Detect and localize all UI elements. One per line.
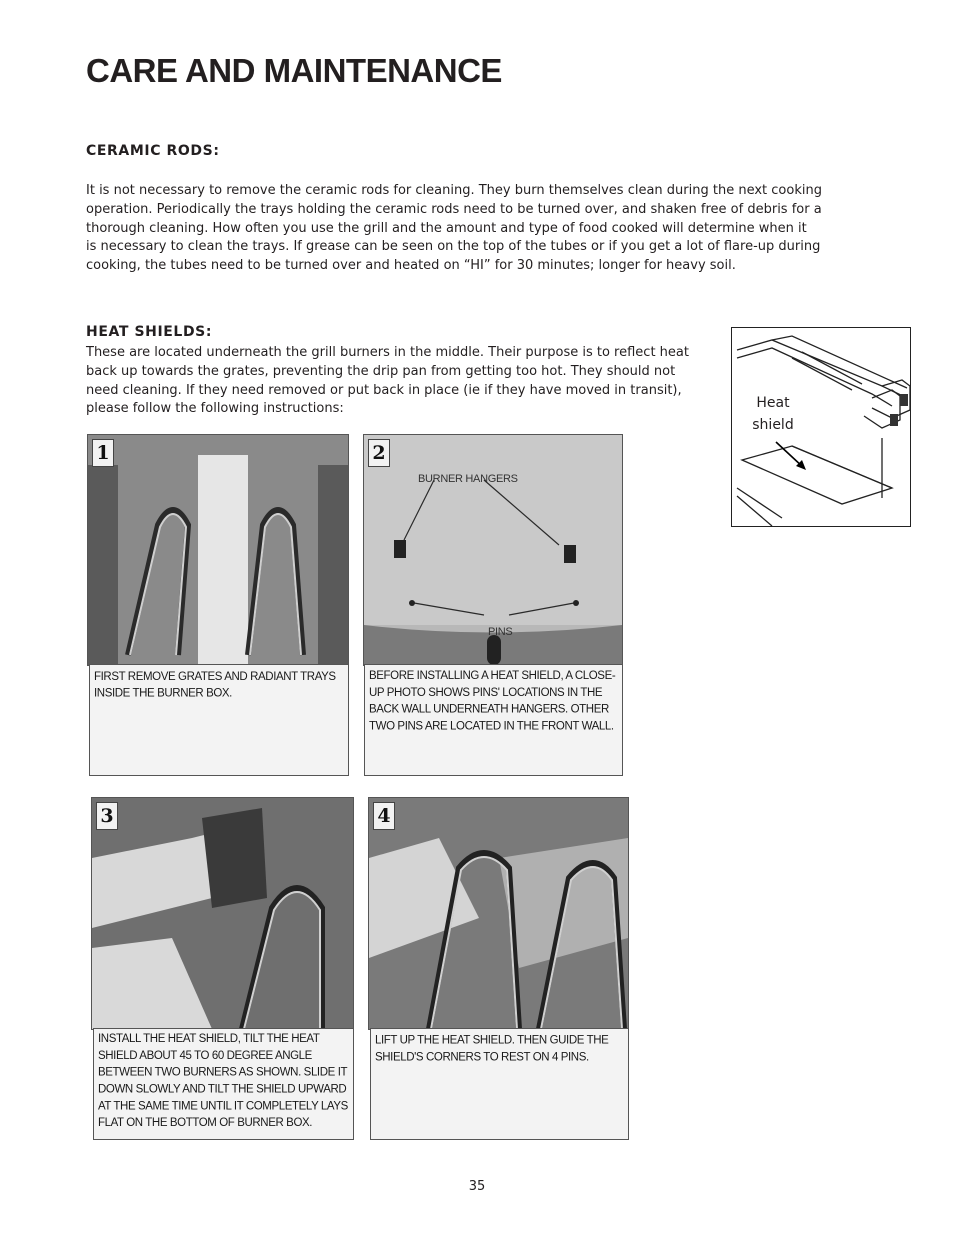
page-number: 35 — [468, 1179, 486, 1194]
step-1-number: 1 — [92, 439, 114, 467]
step-1-photo — [87, 434, 349, 666]
step-2-caption-box — [364, 664, 623, 776]
step-2-photo — [363, 434, 623, 666]
page-title: CARE AND MAINTENANCE — [86, 52, 502, 89]
burner-hangers-label: BURNER HANGERS — [418, 473, 518, 485]
heat-shield-label: Heat shield — [752, 395, 794, 433]
step-2-caption: BEFORE INSTALLING A HEAT SHIELD, A CLOSE-UP PHOTO SHOWS PINS' LOCATIONS IN THE BACK WALL UNDERNEATH HANGERS. OTHER TWO PINS ARE LOCATED IN THE FRONT WALL. — [369, 669, 616, 733]
step-4-number: 4 — [373, 802, 395, 830]
step-3-number: 3 — [96, 802, 118, 830]
step-1-caption-box — [89, 664, 349, 776]
section-heading-heat-shields: HEAT SHIELDS: — [86, 324, 213, 340]
ceramic-rods-paragraph: It is not necessary to remove the ceramic rods for cleaning. They burn themselves clean during the next cooking operation. Periodically the trays holding the ceramic rods need to be turned over, and shaken free of debris for a thorough cleaning. How often you use the grill and the amount and type of food cooked will determine when it is necessary to clean the trays. If grease can be seen on the top of the tubes or if you get a lot of flare-up during cooking, the tubes need to be turned over and heated on “HI” for 30 minutes; longer for heavy soil. — [86, 183, 822, 274]
step-4-caption-box — [370, 1028, 629, 1140]
pins-label: PINS — [488, 626, 513, 638]
step-3-caption-box — [93, 1028, 354, 1140]
step-3-install-illustration — [92, 798, 353, 1029]
step-1-caption: FIRST REMOVE GRATES AND RADIANT TRAYS INSIDE THE BURNER BOX. — [94, 670, 336, 700]
heat-shield-diagram — [731, 327, 911, 527]
step-4-caption: LIFT UP THE HEAT SHIELD. THEN GUIDE THE SHIELD'S CORNERS TO REST ON 4 PINS. — [375, 1034, 609, 1064]
step-3-caption: INSTALL THE HEAT SHIELD, TILT THE HEAT SHIELD ABOUT 45 TO 60 DEGREE ANGLE BETWEEN TWO BURNERS AS SHOWN. SLIDE IT DOWN SLOWLY AND TILT THE SHIELD UPWARD AT THE SAME TIME UNTIL IT COMPLETELY LAYS FLAT ON THE BOTTOM OF BURNER BOX. — [98, 1032, 348, 1130]
step-2-number: 2 — [368, 439, 390, 467]
step-1-burner-illustration — [88, 435, 348, 665]
section-heading-ceramic-rods: CERAMIC RODS: — [86, 143, 220, 159]
step-3-photo — [91, 797, 354, 1030]
step-4-lift-illustration — [369, 798, 628, 1029]
heat-shields-paragraph: These are located underneath the grill burners in the middle. Their purpose is to reflect heat back up towards the grates, preventing the drip pan from getting too hot. They should not need cleaning. If they need removed or put back in place (ie if they have moved in transit), please follow the following instructions: — [86, 345, 689, 417]
step-4-photo — [368, 797, 629, 1030]
